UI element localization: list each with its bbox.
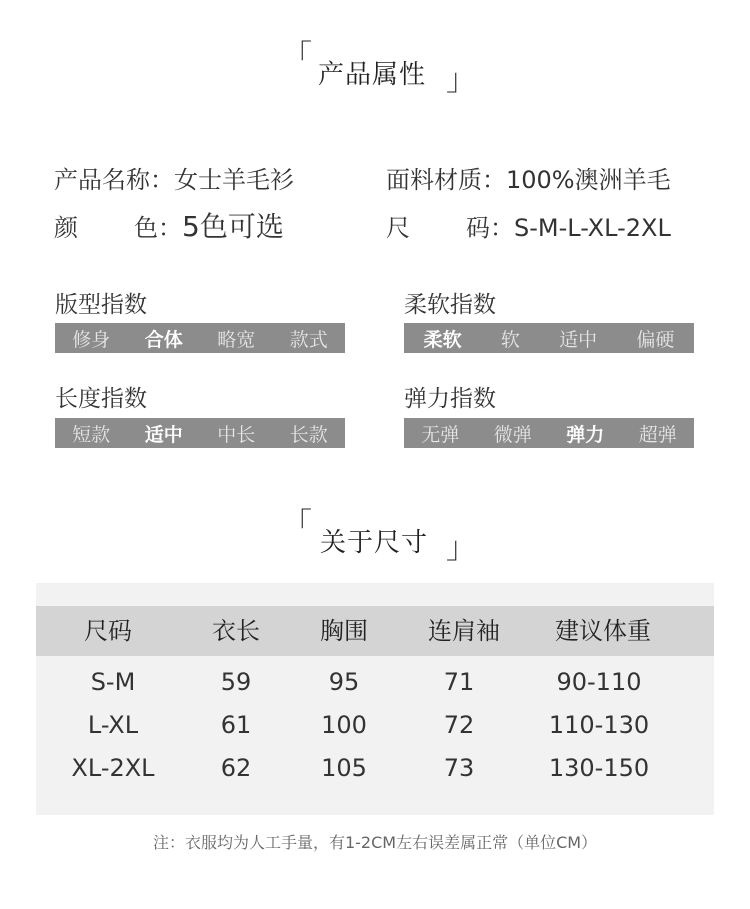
table-cell: L-XL	[87, 711, 139, 739]
table-cell: 72	[443, 711, 475, 739]
elasticity-index-label: 弹力指数	[404, 386, 496, 412]
softness-option-selected: 柔软	[423, 328, 462, 351]
softness-option: 软	[500, 328, 520, 351]
section-title-text: 关于尺寸	[320, 528, 429, 558]
table-cell: 130-150	[548, 754, 650, 782]
table-cell: 73	[443, 754, 475, 782]
fit-option: 款式	[289, 328, 328, 351]
fabric-row	[386, 160, 671, 195]
elasticity-index-bar	[404, 418, 694, 448]
table-cell: 95	[328, 668, 360, 696]
fit-option: 修身	[72, 328, 111, 351]
color-label-2: 色：	[134, 214, 182, 242]
fit-option: 略宽	[217, 328, 256, 351]
header-length: 衣长	[212, 617, 260, 645]
length-index-label: 长度指数	[55, 386, 147, 412]
table-cell: 100	[321, 711, 367, 739]
table-cell: S-M	[90, 668, 136, 696]
fit-index-bar	[55, 323, 345, 353]
table-cell: 59	[220, 668, 252, 696]
fit-option-selected: 合体	[144, 328, 183, 351]
elasticity-option: 无弹	[421, 423, 460, 446]
color-label-1: 颜	[54, 214, 78, 242]
product-name-label: 产品名称：	[54, 166, 174, 194]
softness-option: 适中	[559, 328, 598, 351]
color-row	[54, 205, 284, 245]
elasticity-option: 超弹	[638, 423, 677, 446]
fabric-value: 100%澳洲羊毛	[506, 166, 671, 194]
table-cell: 62	[220, 754, 252, 782]
softness-option: 偏硬	[636, 328, 675, 351]
header-chest: 胸围	[320, 617, 368, 645]
fabric-label: 面料材质：	[386, 166, 506, 194]
header-weight: 建议体重	[555, 617, 651, 645]
close-bracket: 」	[446, 531, 476, 566]
section-title-size	[0, 508, 750, 568]
header-size: 尺码	[84, 617, 132, 645]
header-sleeve: 连肩袖	[428, 617, 500, 645]
table-cell: XL-2XL	[71, 754, 155, 782]
section-title-attributes	[0, 40, 750, 100]
length-option: 短款	[72, 423, 111, 446]
color-value: 5色可选	[182, 210, 284, 243]
product-name-value: 女士羊毛衫	[174, 166, 294, 194]
length-option-selected: 适中	[144, 423, 183, 446]
open-bracket: 「	[282, 507, 312, 542]
section-title-text: 产品属性	[318, 60, 427, 90]
close-bracket: 」	[446, 63, 476, 98]
elasticity-option: 微弹	[493, 423, 532, 446]
length-option: 中长	[217, 423, 256, 446]
table-cell: 90-110	[556, 668, 642, 696]
softness-index-label: 柔软指数	[404, 292, 496, 318]
open-bracket: 「	[282, 39, 312, 74]
size-value: S-M-L-XL-2XL	[514, 214, 671, 242]
softness-index-bar	[404, 323, 694, 353]
length-index-bar	[55, 418, 345, 448]
size-row	[386, 208, 671, 243]
table-cell: 71	[443, 668, 475, 696]
length-option: 长款	[289, 423, 328, 446]
measurement-note: 注：衣服均为人工手量，有1-2CM左右误差属正常（单位CM）	[152, 833, 598, 852]
size-label-1: 尺	[386, 214, 410, 242]
fit-index-label: 版型指数	[55, 292, 147, 318]
size-label-2: 码：	[466, 214, 514, 242]
product-name-row	[54, 160, 294, 195]
table-cell: 110-130	[548, 711, 650, 739]
table-cell: 61	[220, 711, 252, 739]
elasticity-option-selected: 弹力	[566, 423, 605, 446]
table-cell: 105	[321, 754, 367, 782]
